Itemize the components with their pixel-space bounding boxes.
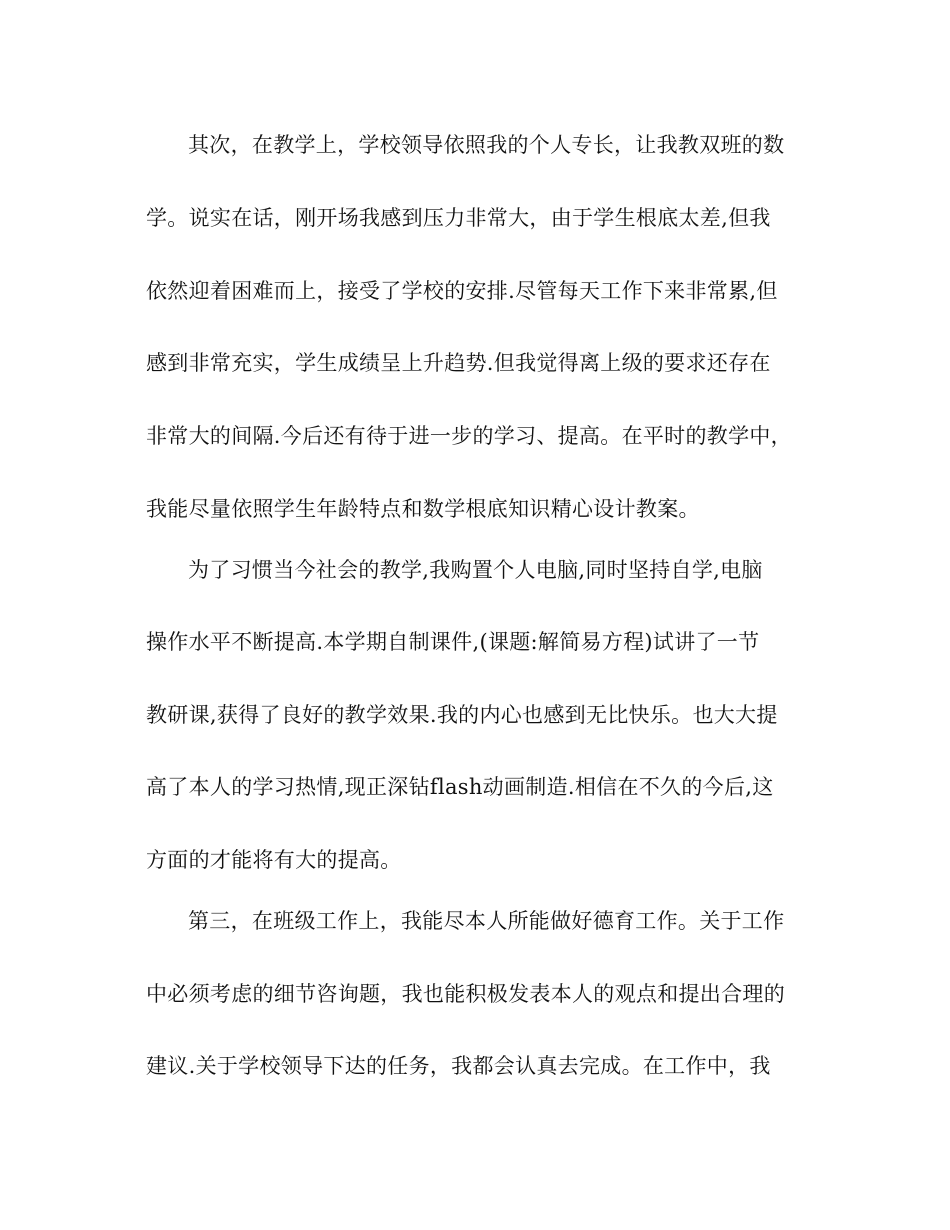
text-line: 高了本人的学习热情,现正深钻flash动画制造.相信在不久的今后,这 bbox=[146, 775, 774, 799]
text-line: 建议.关于学校领导下达的任务，我都会认真去完成。在工作中，我 bbox=[146, 1054, 771, 1078]
text-line: 为了习惯当今社会的教学,我购置个人电脑,同时坚持自学,电脑 bbox=[188, 558, 763, 582]
text-line: 第三，在班级工作上，我能尽本人所能做好德育工作。关于工作 bbox=[188, 909, 785, 933]
text-line: 教研课,获得了良好的教学效果.我的内心也感到无比快乐。也大大提 bbox=[146, 703, 778, 727]
text-line: 非常大的间隔.今后还有待于进一步的学习、提高。在平时的教学中， bbox=[146, 424, 792, 448]
text-line: 我能尽量依照学生年龄特点和数学根底知识精心设计教案。 bbox=[146, 497, 700, 521]
text-line: 依然迎着困难而上，接受了学校的安排.尽管每天工作下来非常累,但 bbox=[146, 279, 778, 303]
text-line: 中必须考虑的细节咨询题，我也能积极发表本人的观点和提出合理的 bbox=[146, 982, 785, 1006]
text-line: 学。说实在话，刚开场我感到压力非常大，由于学生根底太差,但我 bbox=[146, 206, 771, 230]
text-line: 感到非常充实，学生成绩呈上升趋势.但我觉得离上级的要求还存在 bbox=[146, 351, 771, 375]
text-line: 操作水平不断提高.本学期自制课件,(课题:解简易方程)试讲了一节 bbox=[146, 630, 760, 654]
text-line: 其次，在教学上，学校领导依照我的个人专长，让我教双班的数 bbox=[188, 133, 785, 157]
text-line: 方面的才能将有大的提高。 bbox=[146, 848, 402, 872]
